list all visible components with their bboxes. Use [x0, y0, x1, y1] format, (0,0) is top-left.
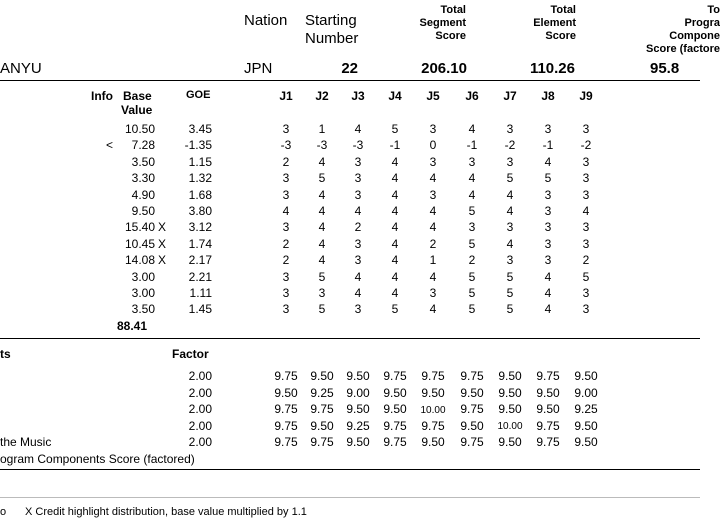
judge-score: -2	[504, 138, 516, 153]
judge-score: 3	[582, 302, 590, 317]
judge-score: 2	[429, 236, 437, 251]
base-value: 3.00	[131, 286, 155, 300]
judge-score: 2	[468, 253, 476, 268]
base-value: 15.40	[124, 220, 155, 235]
judge-header: J4	[388, 89, 402, 103]
component-score: 9.50	[498, 402, 522, 416]
base-value: 3.50	[131, 154, 155, 169]
goe-value: 1.11	[189, 286, 212, 300]
judge-score: 4	[506, 204, 514, 218]
judge-score: 3	[506, 122, 514, 136]
judge-score: 4	[391, 220, 399, 235]
nation-label: Nation	[244, 12, 288, 29]
component-score: 9.50	[310, 369, 334, 383]
component-score: 9.25	[346, 418, 370, 433]
component-score: 9.75	[383, 418, 407, 433]
total-segment-score-value: 206.10	[421, 60, 467, 77]
nation-value: JPN	[244, 60, 273, 77]
judge-score: 4	[429, 204, 437, 218]
component-score: 9.75	[460, 435, 484, 449]
judge-score: 4	[544, 269, 552, 284]
base-value: 10.50	[124, 122, 155, 136]
judge-score: 4	[391, 187, 399, 202]
judge-score: 5	[468, 204, 476, 218]
base-value-column-header: Base Value	[121, 89, 153, 117]
starting-number-value: 22	[341, 60, 358, 77]
goe-value: 2.21	[188, 269, 212, 284]
total-element-score-label: Total Element Score	[533, 4, 576, 42]
component-score: 9.75	[274, 402, 298, 416]
component-score: 9.25	[574, 402, 598, 416]
base-value-total: 88.41	[117, 319, 148, 333]
judge-score: 4	[429, 302, 437, 317]
component-score: 9.50	[346, 402, 370, 416]
component-score: 9.50	[421, 385, 445, 400]
judge-score: 3	[506, 220, 514, 235]
goe-value: 1.32	[188, 171, 212, 186]
component-score: 9.75	[274, 369, 298, 383]
judge-score: 3	[468, 154, 476, 169]
info-marker: <	[106, 138, 114, 153]
judge-score: 3	[282, 302, 290, 317]
base-value: 4.90	[131, 187, 155, 202]
header-divider	[0, 80, 700, 81]
goe-value: 3.45	[188, 122, 212, 136]
judge-header: J6	[465, 89, 479, 103]
component-score: 9.50	[274, 385, 298, 400]
component-score: 9.75	[421, 418, 445, 433]
component-score: 9.50	[383, 402, 407, 416]
component-score: 9.75	[421, 369, 445, 383]
judge-score: 5	[318, 269, 326, 284]
component-score: 9.75	[460, 369, 484, 383]
goe-value: 1.15	[188, 154, 212, 169]
base-value: 14.08	[124, 253, 155, 268]
program-components-score-label: To Progra Compone Score (factore	[646, 4, 720, 55]
component-score: 9.75	[536, 369, 560, 383]
component-factor: 2.00	[188, 435, 212, 449]
component-score: 9.25	[310, 385, 334, 400]
judge-score: 3	[544, 236, 552, 251]
starting-number-label: Starting Number	[305, 12, 359, 47]
judge-score: 4	[282, 204, 290, 218]
base-value: 3.00	[131, 269, 155, 284]
skater-name: ANYU	[0, 60, 42, 77]
judge-score: 3	[282, 171, 290, 186]
judge-score: 4	[354, 286, 362, 300]
component-score: 9.50	[498, 435, 522, 449]
judge-score: 3	[582, 154, 590, 169]
judge-score: 3	[354, 171, 362, 186]
total-element-score-value: 110.26	[529, 60, 575, 77]
judge-score: -1	[466, 138, 478, 153]
component-score: 9.50	[498, 369, 522, 383]
judge-score: 5	[544, 171, 552, 186]
judge-score: 4	[391, 253, 399, 268]
judge-score: 4	[318, 154, 326, 169]
component-score: 9.50	[574, 435, 598, 449]
footer-note: X Credit highlight distribution, base value multiplied by 1.1	[25, 506, 307, 518]
judge-score: 4	[318, 220, 326, 235]
components-divider	[0, 469, 700, 470]
component-score: 9.50	[346, 435, 370, 449]
judge-header: J7	[503, 89, 517, 103]
factor-column-header: Factor	[172, 347, 209, 361]
component-factor: 2.00	[188, 402, 212, 416]
judge-score: 3	[582, 286, 590, 300]
goe-value: 3.12	[188, 220, 212, 235]
component-score: 9.50	[536, 402, 560, 416]
base-value: 3.30	[131, 171, 155, 186]
judge-score: 3	[582, 122, 590, 136]
judge-score: -2	[580, 138, 592, 153]
component-score: 9.50	[460, 418, 484, 433]
goe-value: 1.45	[188, 302, 212, 317]
judge-score: 3	[282, 286, 290, 300]
component-score: 9.50	[421, 435, 445, 449]
component-score: 9.50	[383, 385, 407, 400]
judge-score: 3	[582, 220, 590, 235]
judge-score: 4	[506, 187, 514, 202]
judge-score: 5	[468, 236, 476, 251]
component-score: 9.75	[274, 435, 298, 449]
judge-score: 2	[282, 236, 290, 251]
judge-score: 4	[429, 171, 437, 186]
component-score: 9.50	[536, 385, 560, 400]
base-value: 9.50	[131, 204, 155, 218]
goe-value: 3.80	[188, 204, 212, 218]
judge-score: 3	[429, 122, 437, 136]
judge-score: 4	[391, 171, 399, 186]
base-value: 10.45	[124, 236, 155, 251]
component-score: 9.50	[574, 418, 598, 433]
judge-score: 4	[544, 154, 552, 169]
program-components-score-value: 95.8	[650, 60, 680, 77]
judge-score: 4	[429, 269, 437, 284]
judge-score: 4	[391, 269, 399, 284]
component-score: 9.75	[310, 402, 334, 416]
goe-value: 1.68	[188, 187, 212, 202]
judge-score: 3	[318, 286, 326, 300]
component-score: 9.75	[536, 418, 560, 433]
judge-score: 3	[282, 122, 290, 136]
credit-marker: X	[158, 253, 167, 268]
elements-divider	[0, 338, 700, 339]
judge-score: 3	[582, 236, 590, 251]
judge-score: 4	[544, 302, 552, 317]
component-label: the Music	[0, 435, 52, 449]
component-score: 9.75	[310, 435, 334, 449]
judge-score: 3	[582, 171, 590, 186]
footer-prefix: o	[0, 506, 7, 518]
goe-column-header: GOE	[186, 89, 211, 101]
judge-score: 3	[506, 154, 514, 169]
judge-score: 4	[391, 154, 399, 169]
judge-header: J2	[315, 89, 329, 103]
component-score: 9.75	[383, 369, 407, 383]
judge-score: 3	[354, 236, 362, 251]
judge-score: 3	[544, 253, 552, 268]
judge-score: 4	[318, 236, 326, 251]
judge-score: 5	[391, 302, 399, 317]
judge-score: 2	[282, 253, 290, 268]
judge-score: 4	[354, 269, 362, 284]
judge-score: 3	[282, 269, 290, 284]
judge-score: 3	[544, 122, 552, 136]
component-score: 10.00	[420, 404, 446, 416]
judge-score: 1	[429, 253, 437, 268]
total-segment-score-label: Total Segment Score	[419, 4, 466, 42]
component-score: 9.50	[310, 418, 334, 433]
component-score: 9.50	[574, 369, 598, 383]
footer-divider	[0, 497, 700, 498]
judge-score: -3	[280, 138, 292, 153]
judge-score: 4	[391, 286, 399, 300]
judge-score: 3	[468, 220, 476, 235]
component-score: 9.00	[346, 385, 370, 400]
judge-score: 5	[506, 286, 514, 300]
judge-header: J9	[579, 89, 593, 103]
judge-score: 5	[506, 269, 514, 284]
judge-score: 2	[354, 220, 362, 235]
judge-score: 2	[582, 253, 590, 268]
judge-header: J1	[279, 89, 293, 103]
goe-value: 1.74	[188, 236, 212, 251]
component-factor: 2.00	[188, 418, 212, 433]
judge-score: 5	[391, 122, 399, 136]
judge-score: 3	[429, 154, 437, 169]
judge-score: 4	[354, 204, 362, 218]
judge-score: 3	[544, 220, 552, 235]
judge-score: -1	[389, 138, 401, 153]
judge-score: 5	[468, 286, 476, 300]
goe-value: 2.17	[188, 253, 212, 268]
judge-score: 3	[544, 204, 552, 218]
judge-score: 2	[282, 154, 290, 169]
component-score: 9.50	[346, 369, 370, 383]
judge-score: 4	[544, 286, 552, 300]
program-components-total-label: ogram Components Score (factored)	[0, 452, 195, 466]
judge-score: 4	[391, 236, 399, 251]
judge-score: 4	[318, 187, 326, 202]
judge-score: 1	[318, 122, 326, 136]
judge-score: 3	[582, 187, 590, 202]
judge-score: 5	[506, 171, 514, 186]
component-score: 9.75	[274, 418, 298, 433]
judge-score: 3	[354, 187, 362, 202]
judge-score: 3	[429, 286, 437, 300]
base-value: 7.28	[131, 138, 155, 153]
judge-score: -3	[352, 138, 364, 153]
judge-score: 3	[544, 187, 552, 202]
judge-score: 0	[429, 138, 437, 153]
judge-score: 4	[318, 204, 326, 218]
component-score: 9.50	[498, 385, 522, 400]
judge-score: 4	[391, 204, 399, 218]
judge-header: J3	[351, 89, 365, 103]
judge-score: 5	[318, 302, 326, 317]
judge-score: 3	[354, 302, 362, 317]
component-score: 9.75	[460, 402, 484, 416]
component-score: 10.00	[497, 421, 523, 432]
judge-score: 4	[429, 220, 437, 235]
judge-score: 5	[506, 302, 514, 317]
info-column-header: Info	[91, 89, 113, 103]
component-score: 9.75	[536, 435, 560, 449]
component-factor: 2.00	[188, 385, 212, 400]
judge-score: -3	[316, 138, 328, 153]
judge-score: -1	[542, 138, 554, 153]
component-score: 9.50	[460, 385, 484, 400]
judge-score: 5	[468, 302, 476, 317]
judge-score: 4	[468, 187, 476, 202]
credit-marker: X	[158, 236, 167, 251]
judge-score: 3	[354, 253, 362, 268]
judge-score: 4	[468, 171, 476, 186]
judge-score: 4	[318, 253, 326, 268]
base-value: 3.50	[131, 302, 155, 317]
component-factor: 2.00	[188, 369, 212, 383]
components-title: ts	[0, 347, 11, 361]
judge-score: 3	[282, 220, 290, 235]
judge-score: 3	[506, 253, 514, 268]
component-score: 9.75	[383, 435, 407, 449]
judge-score: 5	[582, 269, 590, 284]
judge-header: J5	[426, 89, 440, 103]
component-score: 9.00	[574, 385, 598, 400]
judge-score: 5	[318, 171, 326, 186]
credit-marker: X	[158, 220, 167, 235]
judge-score: 4	[468, 122, 476, 136]
judge-score: 3	[354, 154, 362, 169]
judge-score: 3	[429, 187, 437, 202]
judge-score: 4	[582, 204, 590, 218]
judge-header: J8	[541, 89, 555, 103]
judge-score: 4	[506, 236, 514, 251]
goe-value: -1.35	[184, 138, 212, 153]
judge-score: 5	[468, 269, 476, 284]
judge-score: 4	[354, 122, 362, 136]
judge-score: 3	[282, 187, 290, 202]
